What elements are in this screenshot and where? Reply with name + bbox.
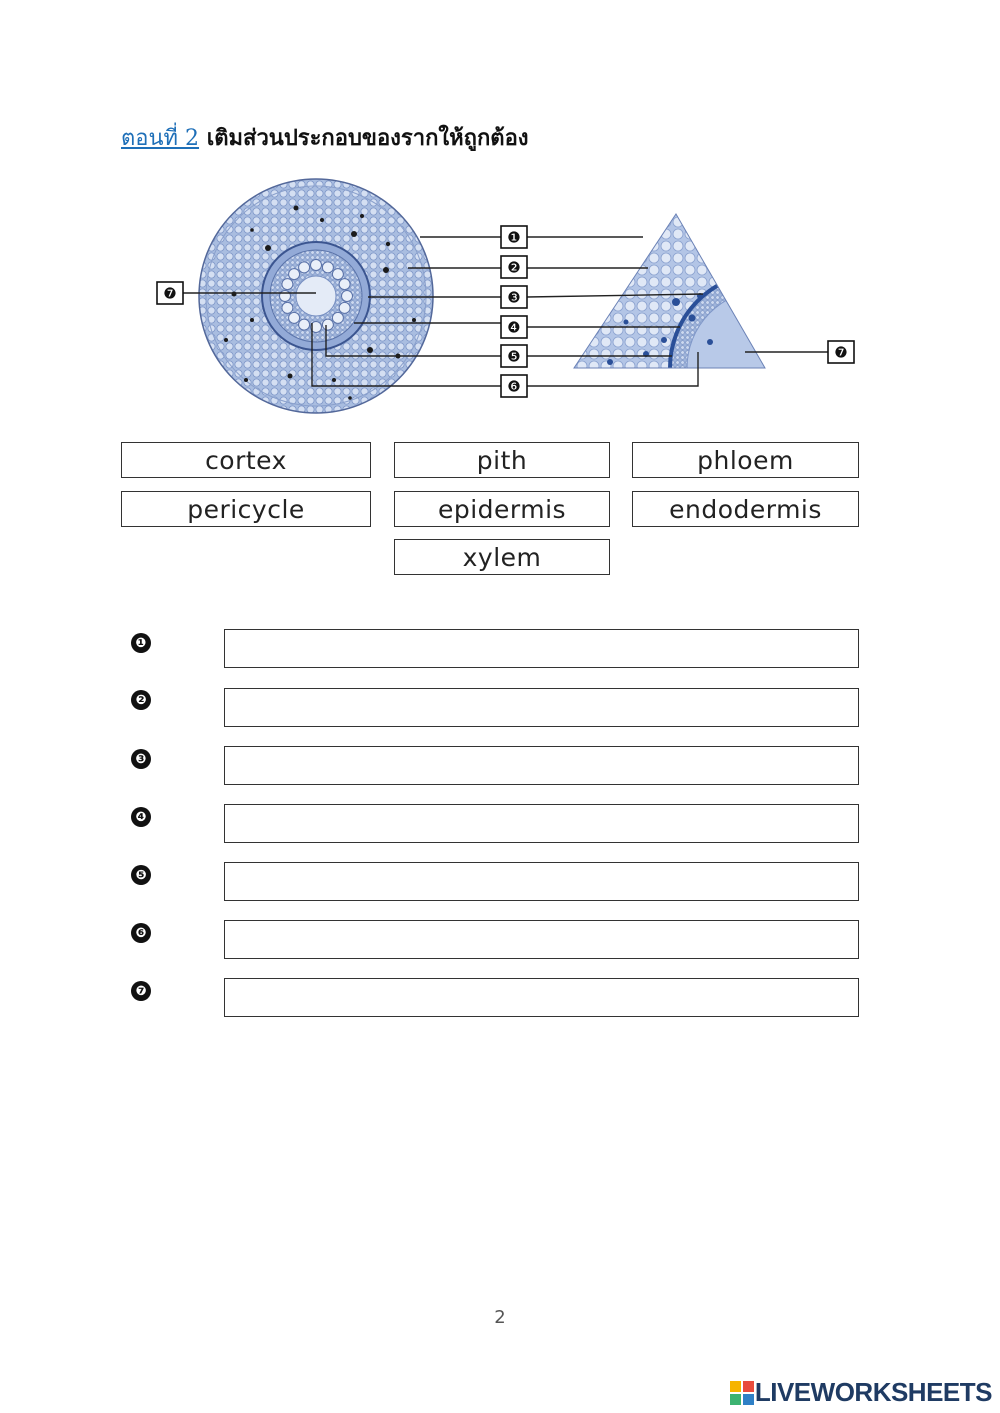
svg-text:❼: ❼ — [163, 284, 177, 303]
answer-field-3[interactable] — [224, 746, 859, 785]
answer-marker-4: ❹ — [131, 807, 151, 827]
diagram-label-7 — [157, 282, 183, 304]
svg-text:❺: ❺ — [507, 347, 521, 366]
diagram-label-4 — [501, 316, 527, 338]
liveworksheets-logo — [729, 1377, 992, 1408]
answer-field-5[interactable] — [224, 862, 859, 901]
svg-text:❹: ❹ — [507, 318, 521, 337]
svg-text:❼: ❼ — [834, 343, 848, 362]
diagram-label-right-7 — [828, 341, 854, 363]
word-endodermis[interactable]: endodermis — [632, 491, 859, 527]
diagram-label-5 — [501, 345, 527, 367]
root-section-wedge — [574, 214, 860, 430]
answer-marker-5: ❺ — [131, 865, 151, 885]
answer-field-1[interactable] — [224, 629, 859, 668]
diagram-label-2 — [501, 256, 527, 278]
word-pith[interactable]: pith — [394, 442, 610, 478]
answer-field-2[interactable] — [224, 688, 859, 727]
diagram-label-1 — [501, 226, 527, 248]
svg-text:❻: ❻ — [507, 377, 521, 396]
answer-field-6[interactable] — [224, 920, 859, 959]
word-epidermis[interactable]: epidermis — [394, 491, 610, 527]
answer-marker-3: ❸ — [131, 749, 151, 769]
answer-field-7[interactable] — [224, 978, 859, 1017]
word-xylem[interactable]: xylem — [394, 539, 610, 575]
answer-marker-7: ❼ — [131, 981, 151, 1001]
diagram-label-6 — [501, 375, 527, 397]
diagram-label-3 — [501, 286, 527, 308]
root-cross-section-diagram — [0, 0, 1000, 430]
word-phloem[interactable]: phloem — [632, 442, 859, 478]
liveworksheets-logo-icon — [729, 1380, 755, 1406]
answer-marker-6: ❻ — [131, 923, 151, 943]
brand-name: LIVEWORKSHEETS — [754, 1377, 992, 1407]
svg-text:❸: ❸ — [507, 288, 521, 307]
svg-text:❶: ❶ — [507, 228, 521, 247]
root-cross-section — [199, 179, 433, 413]
page-number: 2 — [494, 1307, 506, 1328]
svg-text:❷: ❷ — [507, 258, 521, 277]
answer-field-4[interactable] — [224, 804, 859, 843]
word-pericycle[interactable]: pericycle — [121, 491, 371, 527]
answer-marker-1: ❶ — [131, 633, 151, 653]
part-label: ตอนที่ 2 — [121, 126, 200, 151]
answer-marker-2: ❷ — [131, 690, 151, 710]
instruction-text: เติมส่วนประกอบของรากให้ถูกต้อง — [206, 125, 529, 151]
word-cortex[interactable]: cortex — [121, 442, 371, 478]
